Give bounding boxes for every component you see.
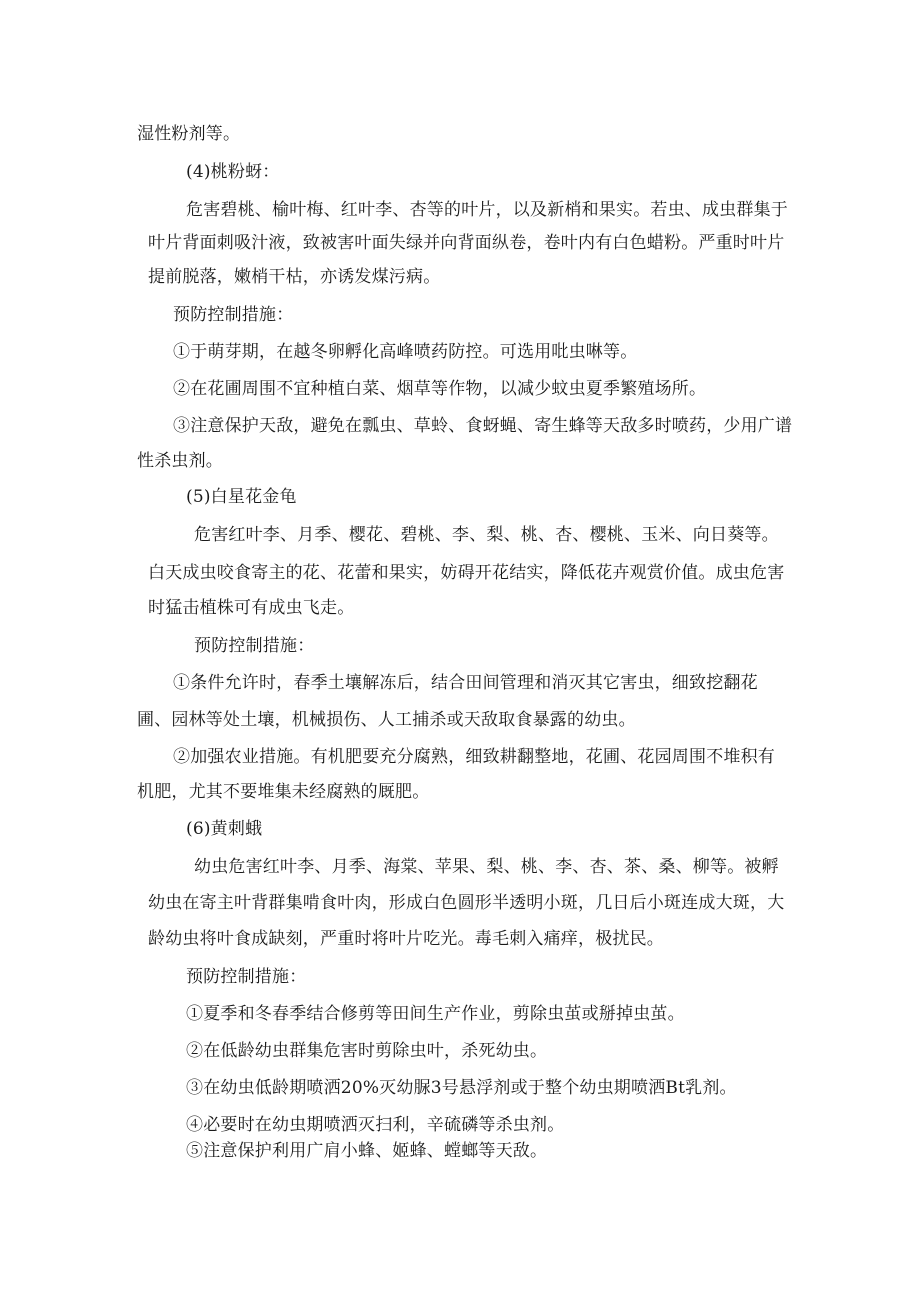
measure-item: ②加强农业措施。有机肥要充分腐熟，细致耕翻整地，花圃、花园周围不堆积有 xyxy=(173,747,775,767)
section-description-line: 白天成虫咬食寄主的花、花蕾和果实，妨碍开花结实，降低花卉观赏价值。成虫危害 xyxy=(148,563,785,583)
measure-item: ③在幼虫低龄期喷洒20%灭幼脲3号悬浮剂或于整个幼虫期喷洒Bt乳剂。 xyxy=(186,1078,737,1098)
measure-item: ①条件允许时，春季土壤解冻后，结合田间管理和消灭其它害虫，细致挖翻花 xyxy=(173,673,758,693)
section-description-line: 危害碧桃、榆叶梅、红叶李、杏等的叶片，以及新梢和果实。若虫、成虫群集于 xyxy=(186,200,788,220)
measure-item-continuation: 性杀虫剂。 xyxy=(137,451,223,471)
section-description-line: 幼虫在寄主叶背群集啃食叶肉，形成白色圆形半透明小斑，几日后小斑连成大斑，大 xyxy=(148,893,785,913)
section-heading-peach-aphid: (4)桃粉蚜： xyxy=(186,162,280,182)
measures-label: 预防控制措施： xyxy=(173,305,294,325)
measure-item: ⑤注意保护利用广肩小蜂、姬蜂、螳螂等天敌。 xyxy=(186,1141,548,1161)
measure-item-continuation: 机肥，尤其不要堆集未经腐熟的厩肥。 xyxy=(137,782,430,802)
intro-tail: 湿性粉剂等。 xyxy=(137,124,241,144)
section-description-line: 龄幼虫将叶食成缺刻，严重时将叶片吃光。毒毛刺入痛痒，极扰民。 xyxy=(148,929,664,949)
measure-item: ②在花圃周围不宜种植白菜、烟草等作物，以减少蚊虫夏季繁殖场所。 xyxy=(173,379,707,399)
measure-item: ③注意保护天敌，避免在瓢虫、草蛉、食蚜蝇、寄生蜂等天敌多时喷药，少用广谱 xyxy=(173,416,793,436)
section-description-line: 叶片背面刺吸汁液，致被害叶面失绿并向背面纵卷，卷叶内有白色蜡粉。严重时叶片 xyxy=(148,233,785,253)
measure-item: ①于萌芽期，在越冬卵孵化高峰喷药防控。可选用吡虫啉等。 xyxy=(173,342,638,362)
measures-label: 预防控制措施： xyxy=(194,636,315,656)
section-heading-white-spotted-chafer: (5)白星花金龟 xyxy=(186,487,297,507)
measure-item: ④必要时在幼虫期喷洒灭扫利，辛硫磷等杀虫剂。 xyxy=(186,1115,565,1135)
measures-label: 预防控制措施： xyxy=(186,967,307,987)
measure-item: ①夏季和冬春季结合修剪等田间生产作业，剪除虫茧或掰掉虫茧。 xyxy=(186,1004,685,1024)
section-description-line: 提前脱落，嫩梢干枯，亦诱发煤污病。 xyxy=(148,267,441,287)
measure-item-continuation: 圃、园林等处土壤，机械损伤、人工捕杀或天敌取食暴露的幼虫。 xyxy=(137,710,636,730)
section-description-line: 幼虫危害红叶李、月季、海棠、苹果、梨、桃、李、杏、茶、桑、柳等。被孵 xyxy=(194,857,779,877)
section-description-line: 时猛击植株可有成虫飞走。 xyxy=(148,598,355,618)
measure-item: ②在低龄幼虫群集危害时剪除虫叶，杀死幼虫。 xyxy=(186,1041,548,1061)
section-heading-yellow-moth: (6)黄刺蛾 xyxy=(186,819,263,839)
section-description-line: 危害红叶李、月季、樱花、碧桃、李、梨、桃、杏、樱桃、玉米、向日葵等。 xyxy=(194,525,779,545)
